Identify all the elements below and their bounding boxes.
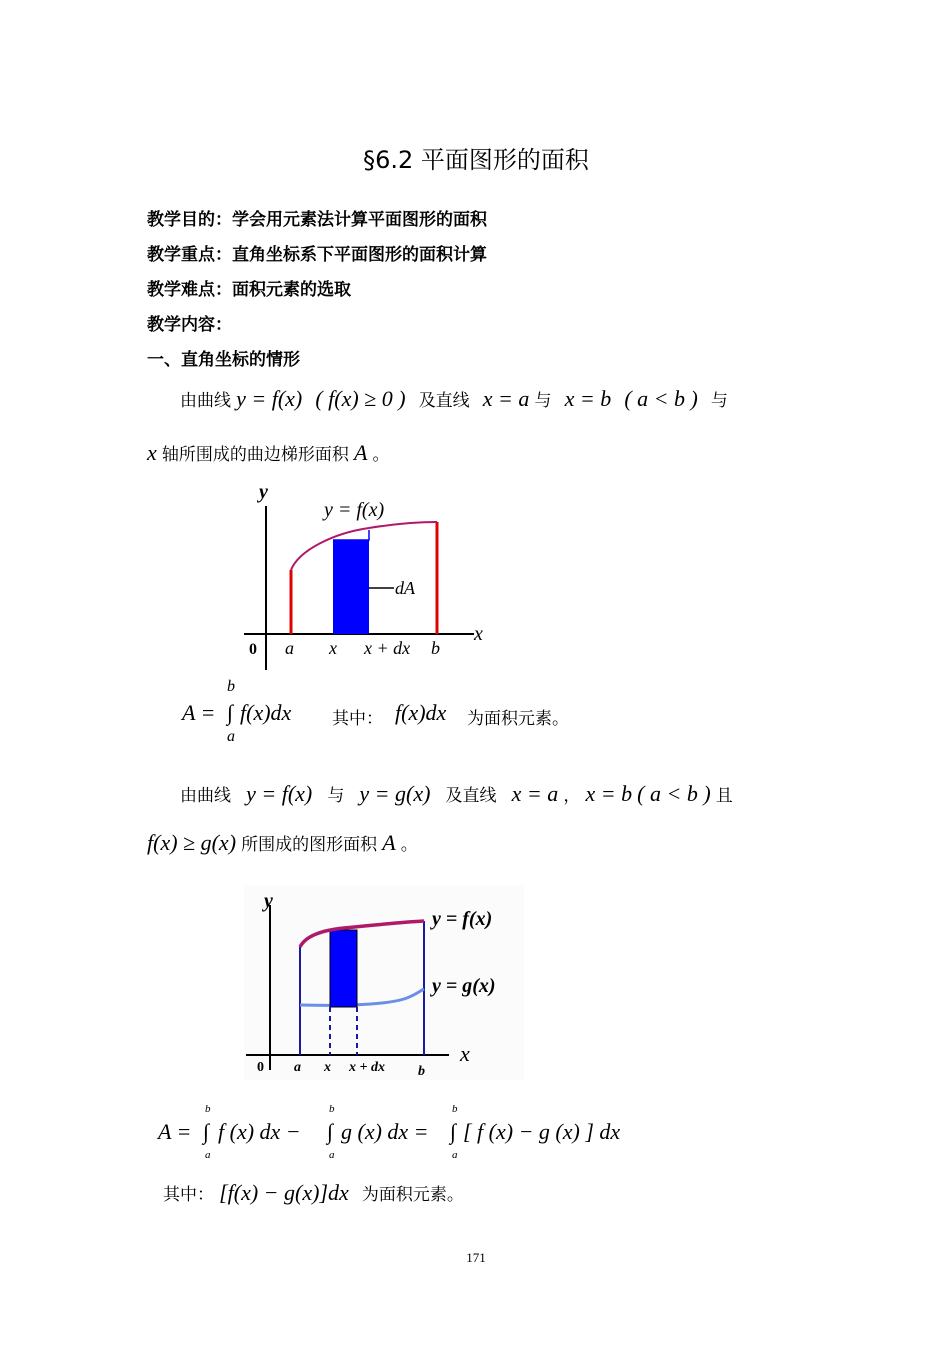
p1-math-A: A: [353, 440, 368, 465]
page-title: §6.2 平面图形的面积: [363, 146, 589, 174]
fig1-tick-b: b: [431, 638, 440, 658]
fig2-tick-xdx: x + dx: [349, 1060, 385, 1075]
teaching-difficulty: 教学难点：面积元素的选取: [147, 280, 351, 300]
f1-note-label: 其中：: [332, 709, 383, 729]
f2-integral-2: ∫: [327, 1119, 334, 1144]
teaching-key-point: 教学重点：直角坐标系下平面图形的面积计算: [147, 245, 487, 265]
p2-math-condition: f(x) ≥ g(x): [147, 830, 237, 855]
p2-text-6: 所围成的图形面积: [241, 835, 378, 855]
teaching-goal: 教学目的：学会用元素法计算平面图形的面积: [147, 210, 487, 230]
fig2-label-g: y = g(x): [432, 975, 496, 997]
formula-1: [182, 678, 602, 748]
f1-lhs: A =: [182, 700, 216, 725]
p2-math-xb: x = b: [585, 781, 633, 806]
p2-text-4: ，: [563, 786, 581, 806]
fig1-x-label: x: [474, 623, 483, 645]
p2-text-3: 及直线: [445, 786, 497, 806]
f1-upper-limit: b: [227, 678, 235, 695]
p2-math-A: A: [382, 830, 396, 855]
p1-math-x: x: [147, 440, 157, 465]
f2-term-3: [ f (x) − g (x) ] dx: [463, 1119, 621, 1144]
f2-note-math: [f(x) − g(x)]dx: [219, 1180, 349, 1205]
p1-text-5: 轴所围成的曲边梯形面积: [161, 445, 349, 465]
p1-math-condition: ( f(x) ≥ 0 ): [315, 386, 406, 411]
p2-text-5: 且: [715, 786, 733, 806]
p2-math-ygx: y = g(x): [359, 781, 431, 806]
p2-math-altb: ( a < b ): [637, 781, 711, 806]
p1-text-1: 由曲线: [180, 391, 231, 411]
f1-integrand: f(x)dx: [240, 700, 292, 725]
fig2-label-f: y = f(x): [432, 908, 493, 930]
p1-text-4: 与: [710, 391, 728, 411]
fig2-tick-b: b: [418, 1064, 425, 1079]
fig2-x-label: x: [460, 1041, 470, 1066]
f1-integral-sign: ∫: [227, 700, 234, 725]
p1-text-end: 。: [372, 445, 390, 465]
p2-text-2: 与: [327, 786, 345, 806]
p1-text-2: 及直线: [418, 391, 470, 411]
fig1-tick-xdx: x + dx: [364, 638, 411, 658]
p2-math-xa: x = a: [511, 781, 559, 806]
f2-lower-1: a: [205, 1149, 211, 1161]
fig1-tick-x: x: [329, 638, 337, 658]
paragraph-1-line-2: [147, 440, 390, 466]
fig2-tick-a: a: [294, 1060, 301, 1075]
fig1-area-strip: [333, 540, 369, 634]
p1-math-xa: x = a: [482, 386, 530, 411]
f1-lower-limit: a: [227, 728, 235, 745]
f2-upper-3: b: [452, 1103, 458, 1115]
f2-upper-2: b: [329, 1103, 335, 1115]
fig2-area-strip: [330, 930, 357, 1007]
page-number: 171: [466, 1250, 486, 1265]
fig1-dA-label: dA: [395, 578, 415, 598]
fig2-origin-label: 0: [257, 1060, 264, 1075]
paragraph-2-line-1: [180, 781, 733, 807]
p2-math-yfx: y = f(x): [246, 781, 313, 806]
p1-text-3: 与: [534, 391, 552, 411]
f2-term-1: f (x) dx −: [218, 1119, 301, 1144]
fig1-y-label: y: [259, 481, 268, 503]
f1-note-math: f(x)dx: [395, 700, 447, 725]
fig1-curve-label: y = f(x): [324, 499, 385, 521]
figure-between-curves: [244, 885, 524, 1080]
f2-lower-3: a: [452, 1149, 458, 1161]
f1-note-text: 为面积元素。: [467, 709, 569, 729]
p1-math-xb: x = b: [564, 386, 612, 411]
f2-note-label: 其中：: [163, 1185, 214, 1205]
f2-term-2: g (x) dx =: [341, 1119, 429, 1144]
f2-note-text: 为面积元素。: [361, 1185, 464, 1205]
formula-2: [158, 1103, 678, 1165]
f2-lower-2: a: [329, 1149, 335, 1161]
fig2-y-label: y: [264, 890, 273, 912]
f2-integral-3: ∫: [450, 1119, 457, 1144]
fig1-origin-label: 0: [249, 641, 257, 658]
figure-curved-trapezoid: [244, 478, 490, 670]
fig2-tick-x: x: [324, 1060, 331, 1075]
p1-math-yfx: y = f(x): [236, 386, 303, 411]
f2-lhs: A =: [158, 1119, 192, 1144]
paragraph-1-line-1: [180, 386, 728, 412]
f2-integral-1: ∫: [203, 1119, 210, 1144]
paragraph-2-line-2: [147, 830, 418, 856]
teaching-content-label: 教学内容：: [147, 315, 232, 335]
p2-text-end: 。: [400, 835, 418, 855]
f2-note: [163, 1180, 464, 1206]
fig1-tick-a: a: [285, 638, 294, 658]
p1-math-altb: ( a < b ): [624, 386, 698, 411]
section-heading-cartesian: 一、直角坐标的情形: [147, 350, 300, 370]
p2-text-1: 由曲线: [180, 786, 231, 806]
f2-upper-1: b: [205, 1103, 211, 1115]
